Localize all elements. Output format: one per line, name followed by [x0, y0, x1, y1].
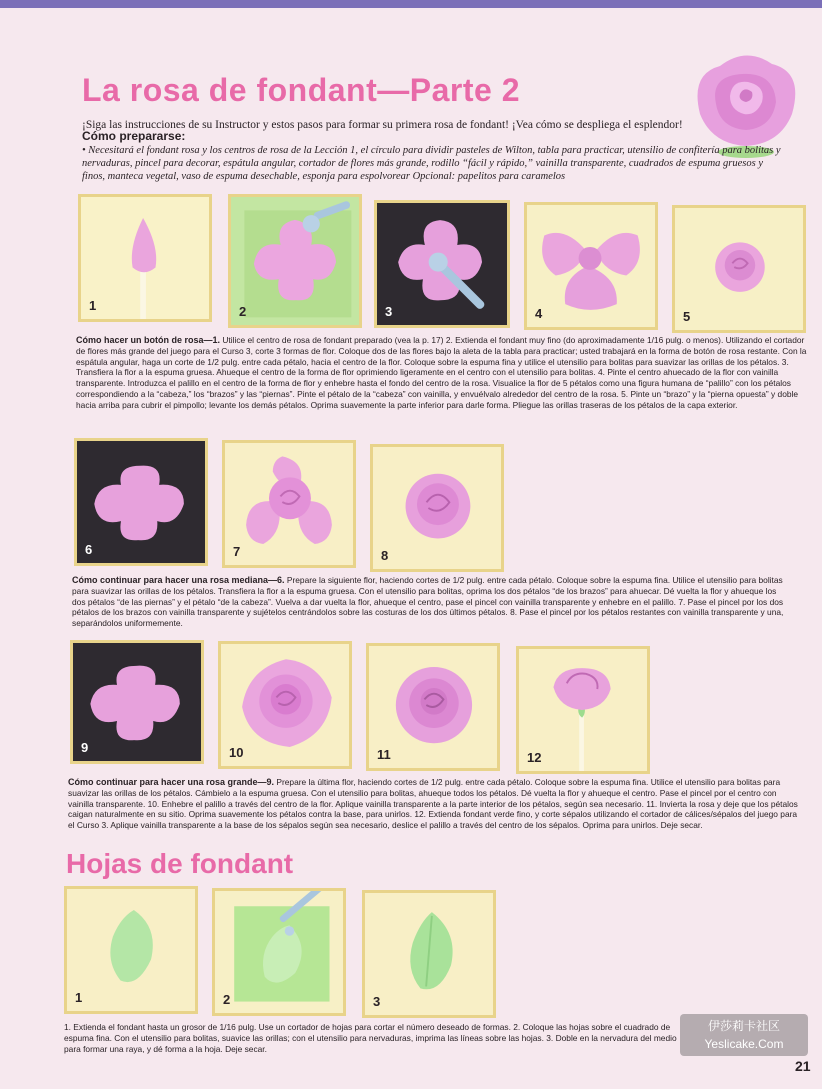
step-number: 2 [223, 992, 231, 1007]
top-color-bar [0, 0, 822, 8]
medium-instructions [72, 575, 792, 629]
step-number: 7 [233, 544, 241, 559]
step-number: 1 [75, 990, 83, 1005]
step-number: 11 [377, 747, 391, 762]
step-number: 12 [527, 750, 542, 765]
step-number: 3 [385, 304, 393, 319]
step-number: 4 [535, 306, 543, 321]
step-number: 6 [85, 542, 93, 557]
step-number: 3 [373, 994, 381, 1009]
large-text: Prepare la última flor, haciendo cortes de 1/2 pulg. entre cada pétalo. Coloque sobre la espuma fina. Utilice el utensilio para bolitas para suavizar las orillas de los pétalos. Cámbielo a la espuma gruesa. Con el utensilio para bolitas, ahueque todos los pétalos. Dé vuelta la flor y ahueque el centro. Pase el pincel por el centro con vainilla transparente. 10. Enhebre el palillo a través del centro de la flor. Aplique vainilla transparente a la parte interior de los pétalos, según sea necesario. 11. Invierta la rosa y deje que los pétalos caigan naturalmente en su sitio. Oprima suavemente los pétalos contra la base, para unirlos. 12. Extienda fondant verde fino, y corte sépalos utilizando el cortador de cálices/sépalos del juego para el Curso 3. Aplique vainilla transparente a la base de los sépalos según sea necesario, deslice el palillo a través del centro de los sépalos. Oprima para unirlos. Deje secar. [68, 777, 798, 831]
bud-text: Utilice el centro de rosa de fondant preparado (vea la p. 17) 2. Extienda el fondant muy fino (do aproximadamente 1/16 pulg. o menos). Utilizando el cortador de flores más grande del juego para el Curso 3, corte 3 formas de flor. Coloque dos de las flores bajo la aleta de la tabla para practicar; usted trabajará en la forma de botón de rosa restante. Con la espátula angular, haga un corte de 1/2 pulg. entre cada pétalo, hacia el centro de la flor. Coloque sobre la espuma fina y utilice el utensilio para bolitas para suavizar las orillas de los pétalos. 3. Transfiera la flor a la espuma gruesa. Ahueque el centro de la forma de flor oprimiendo ligeramente en el centro con el utensilio para bolitas. 4. Pinte el centro ahuecado de la flor con vainilla transparente. Introduzca el palillo en el centro de la forma de flor y enhebre hasta el fondo del centro de la rosa. Visualice la flor de 5 pétalos como una figura humana de “palillo” con los pétalos correspondiendo a la “cabeza,” los “brazos” y las “piernas”. Pinte el pétalo de la “cabeza” con vainilla, y envuélvalo alrededor del centro de la rosa. 5. Pinte un “brazo” y la “pierna opuesta” y doble hacia arriba para cubrir el pimpollo; levante los demás pétalos. Oprima suavemente la parte inferior para darle forma. Pliegue las orillas traseras de los pétalos de la capa exterior. [76, 335, 807, 410]
step-photo-10 [218, 641, 352, 769]
large-heading: Cómo continuar para hacer una rosa grande—9. [68, 777, 275, 787]
medium-text: Prepare la siguiente flor, haciendo cortes de 1/2 pulg. entre cada pétalo. Coloque sobre la espuma fina. Utilice el utensilio para bolitas para suavizar las orillas de los pétalos. Transfiera la flor a la espuma gruesa. Con el utensilio para bolitas, oprima los dos pétalos “de los brazos” para ahuecar. Dé vuelta la flor y ahueque los dos pétalos “de las piernas” y el pétalo “de la cabeza”. Vuelva a dar vuelta la flor, ahueque el centro, pase el pincel con vainilla transparente y enhebre en el palillo. 7. Pase el pincel por los dos pétalos de los brazos con vainilla transparente y sujételos centrándolos sobre las costuras de los dos últimos pétalos. 8. Pase el pincel por los pétalos restantes con vainilla transparente y una, separándolos uniformemente. [72, 575, 784, 629]
watermark-line-2: Yeslicake.Com [704, 1037, 784, 1051]
leaves-heading: Hojas de fondant [66, 848, 294, 879]
watermark-line-1: 伊莎莉卡社区 [707, 1019, 780, 1033]
step-photo-8 [370, 444, 504, 572]
step-number: 1 [89, 298, 97, 313]
step-photo-4 [524, 202, 658, 330]
step-number: 5 [683, 309, 691, 324]
step-photo-5 [672, 205, 806, 333]
step-photo-11 [366, 643, 500, 771]
step-number: 10 [229, 745, 244, 760]
prep-heading: Cómo prepararse: [82, 129, 186, 143]
step-photo-12 [516, 646, 650, 774]
large-instructions [68, 777, 798, 831]
step-photo-7 [222, 440, 356, 568]
medium-heading: Cómo continuar para hacer una rosa mediana—6. [72, 575, 285, 585]
step-photo-2 [228, 194, 362, 328]
step-photo-3 [374, 200, 510, 328]
intro-text: ¡Siga las instrucciones de su Instructor y estos pasos para formar su primera rosa de fondant! ¡Vea cómo se despliega el esplendor! [82, 119, 683, 131]
step-photo-9 [70, 640, 204, 764]
step-number: 2 [239, 304, 247, 319]
page-number: 21 [795, 1058, 811, 1074]
step-photo-6 [74, 438, 208, 566]
page-title: La rosa de fondant—Parte 2 [82, 72, 520, 108]
leaf-photo-2 [212, 888, 346, 1016]
step-number: 9 [81, 740, 89, 755]
step-photo-1 [78, 194, 212, 322]
step-number: 8 [381, 548, 389, 563]
leaf-photo-3 [362, 890, 496, 1018]
leaf-photo-1 [64, 886, 198, 1014]
materials-list: • Necesitará el fondant rosa y los centros de rosa de la Lección 1, el círculo para dividir pasteles de Wilton, tabla para practicar, utensilio de confitería para bolitas y nervaduras, pincel para decorar, espátula angular, cortador de flores más grande, rodillo “fácil y rápido,” vainilla transparente, cuadrados de espuma gruesos y finos, manteca vegetal, vaso de espuma desechable, esponja para espolvorear Opcional: papelitos para caramelos [82, 145, 781, 183]
bud-heading: Cómo hacer un botón de rosa—1. [76, 335, 221, 345]
watermark [680, 1014, 808, 1056]
leaves-instructions: 1. Extienda el fondant hasta un grosor de 1/16 pulg. Use un cortador de hojas para cortar el número deseado de formas. 2. Coloque las hojas sobre el cuadrado de espuma fina. Con el utensilio para bolitas, suavice las orillas; con el utensilio para nervaduras, imprima las líneas sobre las hojas. 3. Doble en la nervadura del medio para formar una raya, y dé forma a la hoja. Deje secar. [64, 1022, 677, 1054]
bud-instructions [76, 335, 808, 411]
